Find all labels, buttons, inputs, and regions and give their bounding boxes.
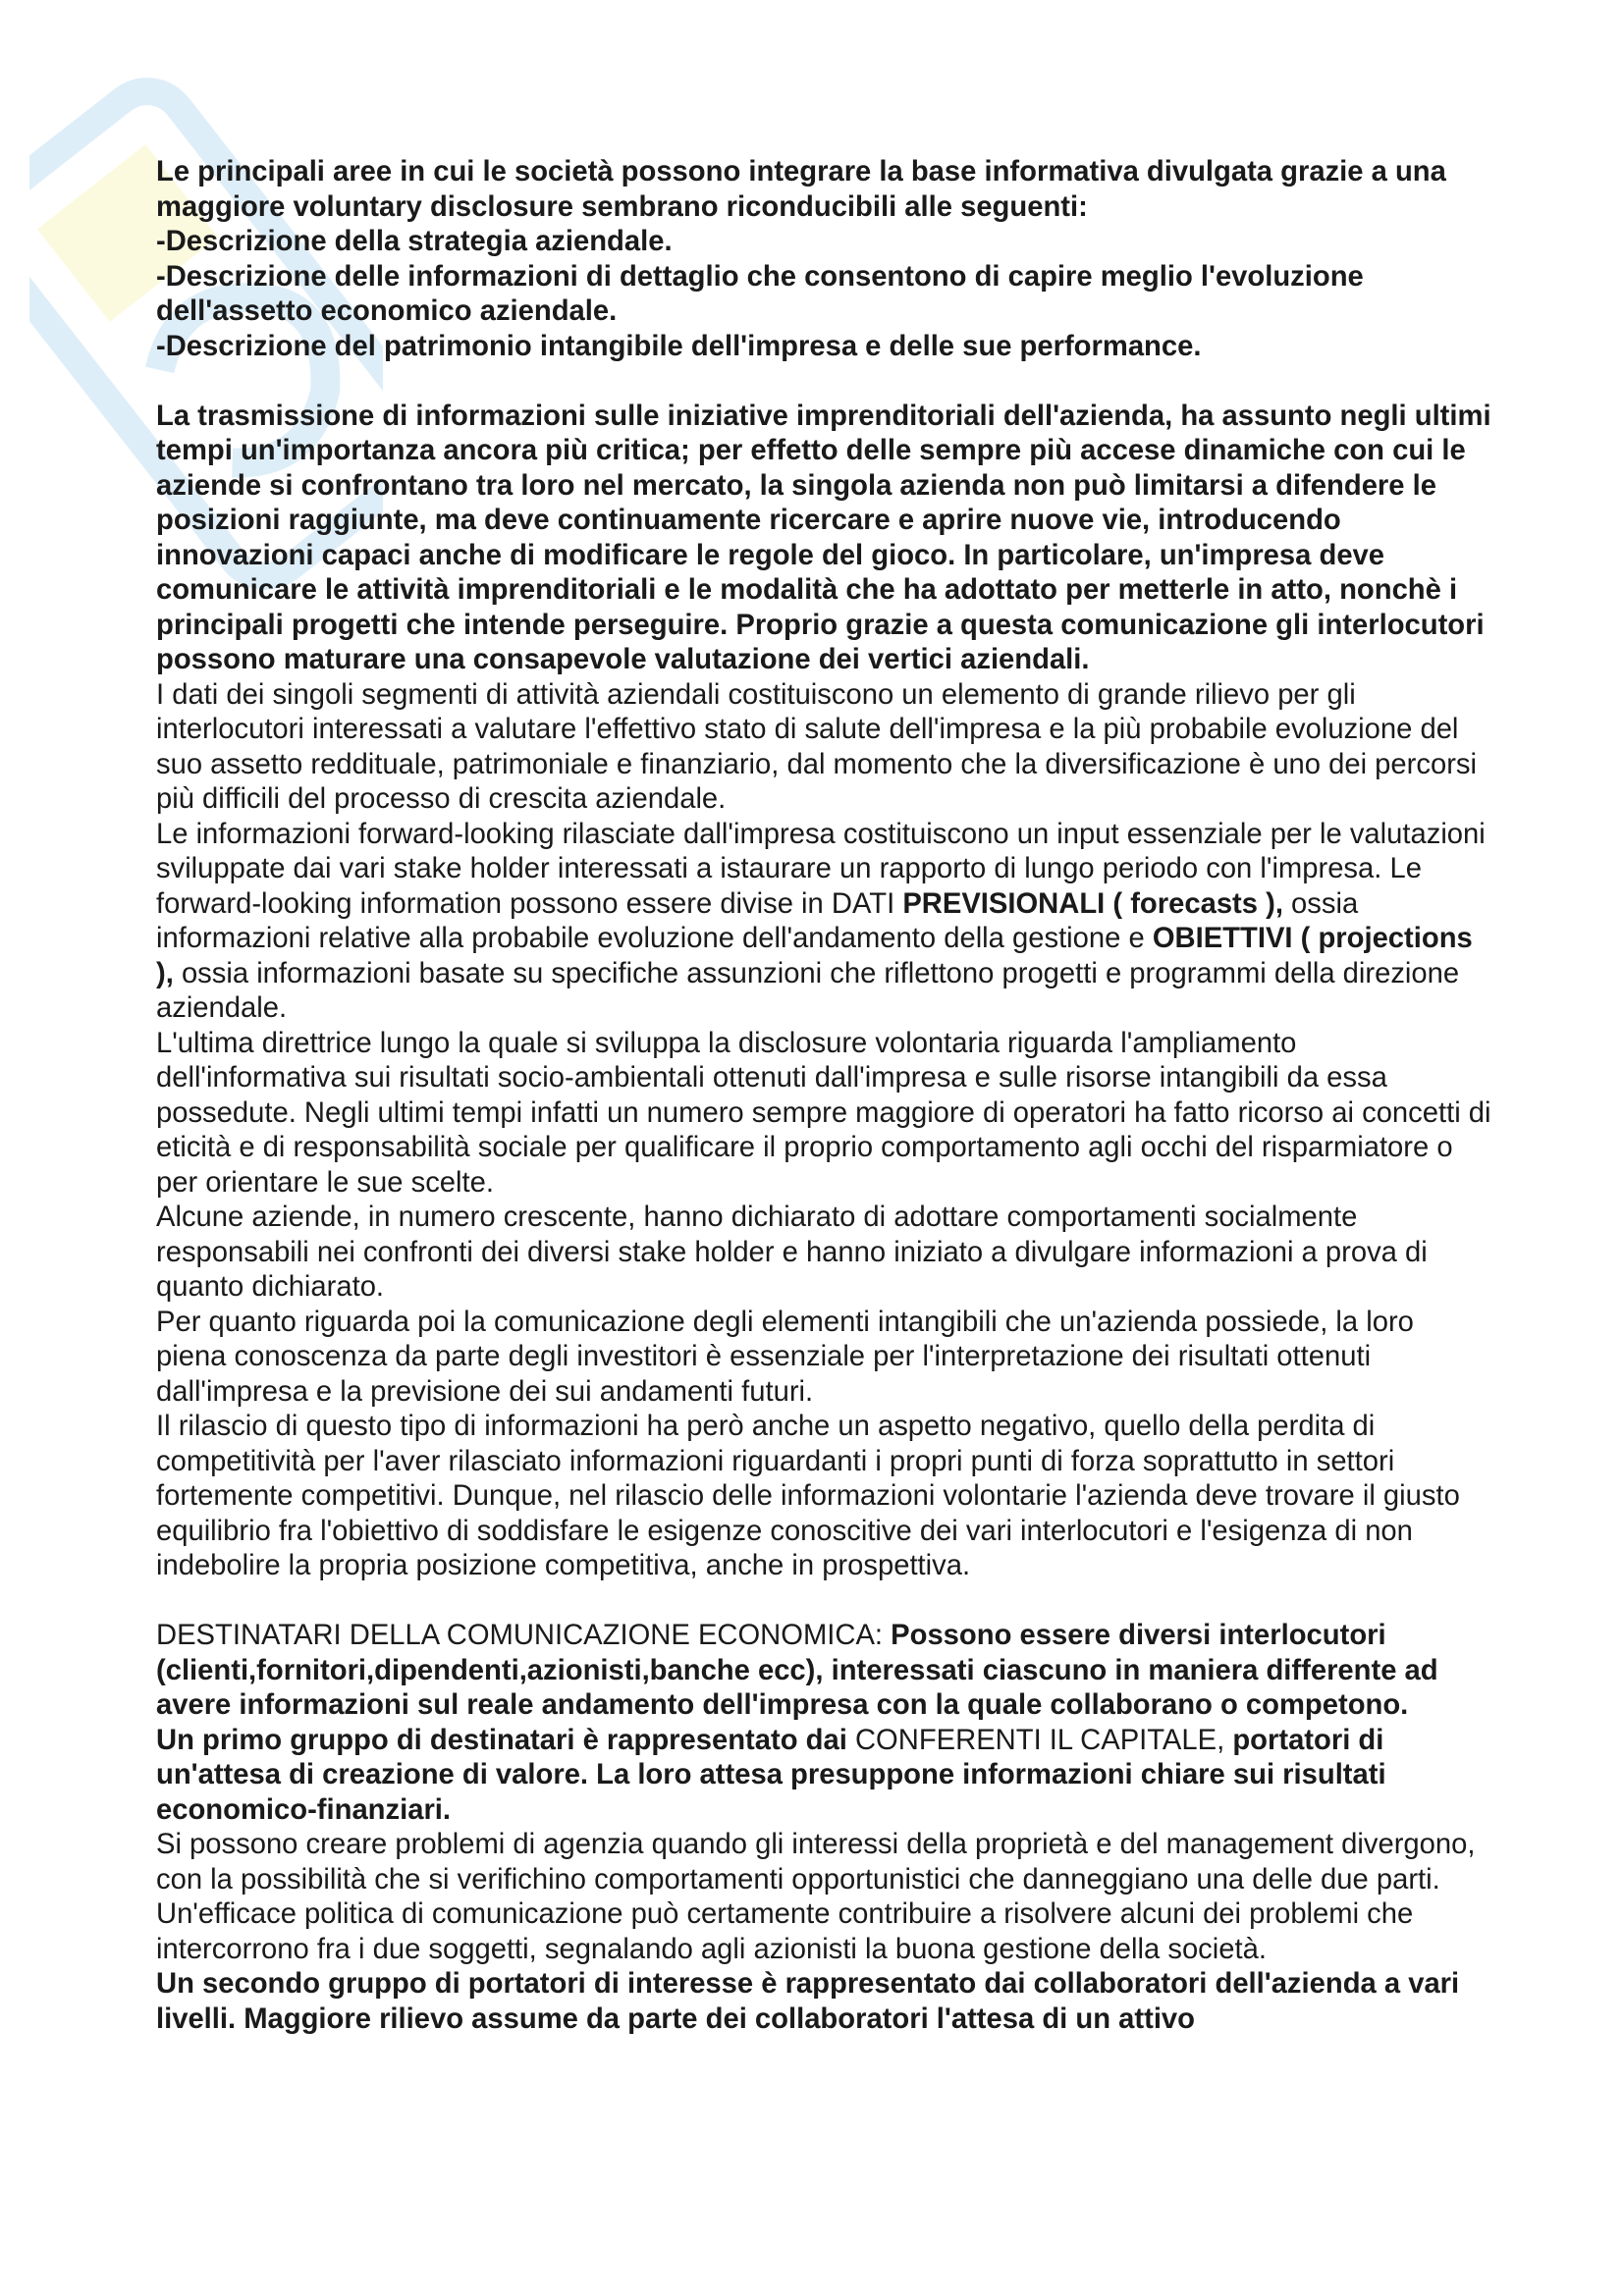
spacer <box>156 364 1491 400</box>
forward-bold-obiettivi: OBIETTIVI ( projections ), <box>156 923 1473 989</box>
paragraph-conferenti <box>156 1724 1491 1829</box>
paragraph-forward-looking <box>156 818 1491 1027</box>
forward-text-1: Le informazioni forward-looking rilasciate dall'impresa costituiscono un input essenziale per le valutazioni sviluppate dai vari stake holder interessati a istaurare un rapporto di lungo periodo con l'impresa. Le forward-looking information possono essere divise in DATI <box>156 818 1486 920</box>
paragraph-intangibili: Per quanto riguarda poi la comunicazione degli elementi intangibili che un'azienda possiede, la loro piena conoscenza da parte degli investitori è essenziale per l'interpretazione dei risultati ottenuti dall'impresa e la previsione dei sui andamenti futuri. <box>156 1306 1414 1408</box>
destinatari-heading: DESTINATARI DELLA COMUNICAZIONE ECONOMICA: <box>156 1620 892 1651</box>
paragraph-segmenti: I dati dei singoli segmenti di attività aziendali costituiscono un elemento di grande rilievo per gli interlocutori interessati a valutare l'effettivo stato di salute dell'impresa e la più probabile evoluzione del suo assetto reddituale, patrimoniale e finanziario, dal momento che la diversificazione è uno dei percorsi più difficili del processo di crescita aziendale. <box>156 678 1477 815</box>
paragraph-strategy: -Descrizione della strategia aziendale. <box>156 226 673 257</box>
document-body <box>156 155 1491 2037</box>
forward-text-3: ossia informazioni basate su specifiche assunzioni che riflettono progetti e programmi della direzione aziendale. <box>156 957 1460 1024</box>
paragraph-aziende: Alcune aziende, in numero crescente, hanno dichiarato di adottare comportamenti socialmente responsabili nei confronti dei diversi stake holder e hanno iniziato a divulgare informazioni a prova di quanto dichiarato. <box>156 1201 1428 1303</box>
paragraph-rilascio: Il rilascio di questo tipo di informazioni ha però anche un aspetto negativo, quello della perdita di competitività per l'aver rilasciato informazioni riguardanti i propri punti di forza soprattutto in settori fortemente competitivi. Dunque, nel rilascio delle informazioni volontarie l'azienda deve trovare il giusto equilibrio fra l'obiettivo di soddisfare le esigenze conoscitive dei vari interlocutori e l'esigenza di non indebolire la propria posizione competitiva, anche in prospettiva. <box>156 1411 1460 1581</box>
paragraph-collaboratori: Un secondo gruppo di portatori di interesse è rappresentato dai collaboratori dell'azienda a vari livelli. Maggiore rilievo assume da parte dei collaboratori l'attesa di un attivo <box>156 1968 1460 2035</box>
spacer <box>156 1584 1491 1620</box>
conferenti-bold-2: portatori di un'attesa di creazione di valore. La loro attesa presuppone informazioni chiare sui risultati economico-finanziari. <box>156 1724 1386 1826</box>
forward-text-2: ossia informazioni relative alla probabile evoluzione dell'andamento della gestione e <box>156 887 1359 954</box>
conferenti-term: CONFERENTI IL CAPITALE, <box>854 1724 1225 1756</box>
paragraph-intangible: -Descrizione del patrimonio intangibile dell'impresa e delle sue performance. <box>156 330 1202 362</box>
paragraph-intro: Le principali aree in cui le società possono integrare la base informativa divulgata grazie a una maggiore voluntary disclosure sembrano riconducibili alle seguenti: <box>156 156 1446 223</box>
paragraph-trasmissione: La trasmissione di informazioni sulle iniziative imprenditoriali dell'azienda, ha assunto negli ultimi tempi un'importanza ancora più critica; per effetto delle sempre più accese dinamiche con cui le aziende si confrontano tra loro nel mercato, la singola azienda non può limitarsi a difendere le posizioni raggiunte, ma deve continuamente ricercare e aprire nuove vie, introducendo innovazioni capaci anche di modificare le regole del gioco. In particolare, un'impresa deve comunicare le attività imprenditoriali e le modalità che ha adottato per metterle in atto, nonchè i principali progetti che intende perseguire. Proprio grazie a questa comunicazione gli interlocutori possono maturare una consapevole valutazione dei vertici aziendali. <box>156 400 1491 675</box>
paragraph-detail: -Descrizione delle informazioni di dettaglio che consentono di capire meglio l'evoluzione dell'assetto economico aziendale. <box>156 260 1364 327</box>
conferenti-bold-1: Un primo gruppo di destinatari è rappresentato dai <box>156 1724 855 1756</box>
paragraph-direttrice: L'ultima direttrice lungo la quale si sviluppa la disclosure volontaria riguarda l'ampliamento dell'informativa sui risultati socio-ambientali ottenuti dall'impresa e sulle risorse intangibili da essa possedute. Negli ultimi tempi infatti un numero sempre maggiore di operatori ha fatto ricorso ai concetti di eticità e di responsabilità sociale per qualificare il proprio comportamento agli occhi del risparmiatore o per orientare le sue scelte. <box>156 1027 1491 1199</box>
forward-bold-previsionali: PREVISIONALI ( forecasts ), <box>902 887 1283 920</box>
paragraph-agenzia: Si possono creare problemi di agenzia quando gli interessi della proprietà e del management divergono, con la possibilità che si verifichino comportamenti opportunistici che danneggiano una delle due parti. Un'efficace politica di comunicazione può certamente contribuire a risolvere alcuni dei problemi che intercorrono fra i due soggetti, segnalando agli azionisti la buona gestione della società. <box>156 1829 1476 1965</box>
paragraph-destinatari <box>156 1619 1491 1724</box>
destinatari-body: Possono essere diversi interlocutori (clienti,fornitori,dipendenti,azionisti,banche ecc), interessati ciascuno in maniera differente ad avere informazioni sul reale andamento dell'impresa con la quale collaborano o competono. <box>156 1620 1438 1721</box>
